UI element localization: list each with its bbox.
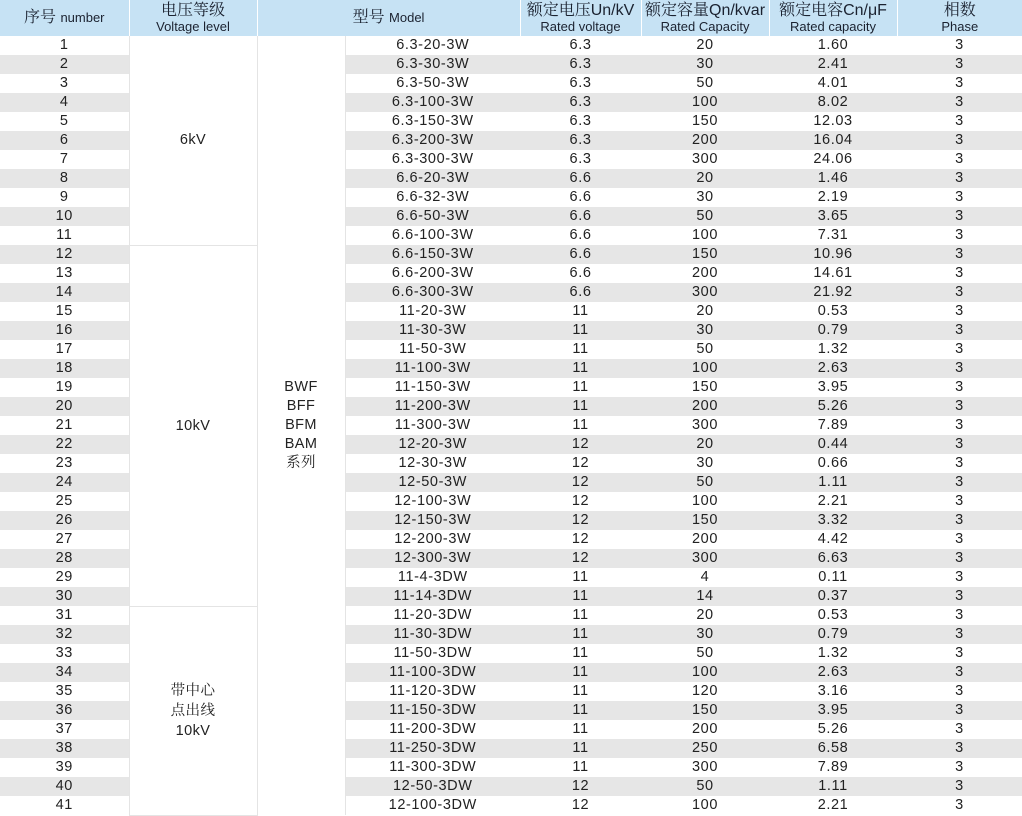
row-number: 22 bbox=[0, 435, 129, 454]
header-voltage-level-en: Voltage level bbox=[156, 18, 230, 34]
rated-voltage-cell: 12 bbox=[520, 530, 641, 549]
row-number: 24 bbox=[0, 473, 129, 492]
model-cell: 6.6-20-3W bbox=[345, 169, 520, 188]
rated-voltage-cell: 12 bbox=[520, 473, 641, 492]
model-cell: 12-50-3W bbox=[345, 473, 520, 492]
phase-cell: 3 bbox=[897, 321, 1022, 340]
header-rated-capacity-cn: 额定容量Qn/kvar bbox=[645, 1, 766, 19]
rated-voltage-cell: 12 bbox=[520, 511, 641, 530]
row-number: 36 bbox=[0, 701, 129, 720]
rated-capacitance-cell: 1.11 bbox=[769, 473, 897, 492]
model-cell: 11-50-3W bbox=[345, 340, 520, 359]
header-rated-capacitance bbox=[769, 0, 897, 36]
row-number: 5 bbox=[0, 112, 129, 131]
rated-capacitance-cell: 1.11 bbox=[769, 777, 897, 796]
rated-capacitance-cell: 0.53 bbox=[769, 606, 897, 625]
rated-voltage-cell: 12 bbox=[520, 796, 641, 815]
rated-capacity-cell: 50 bbox=[641, 644, 769, 663]
row-number: 37 bbox=[0, 720, 129, 739]
phase-cell: 3 bbox=[897, 701, 1022, 720]
rated-voltage-cell: 11 bbox=[520, 416, 641, 435]
rated-voltage-cell: 11 bbox=[520, 701, 641, 720]
row-number: 4 bbox=[0, 93, 129, 112]
rated-voltage-cell: 12 bbox=[520, 492, 641, 511]
rated-capacitance-cell: 3.95 bbox=[769, 378, 897, 397]
model-cell: 12-100-3DW bbox=[345, 796, 520, 815]
rated-capacity-cell: 100 bbox=[641, 226, 769, 245]
row-number: 35 bbox=[0, 682, 129, 701]
rated-voltage-cell: 6.3 bbox=[520, 93, 641, 112]
phase-cell: 3 bbox=[897, 169, 1022, 188]
rated-capacity-cell: 50 bbox=[641, 473, 769, 492]
phase-cell: 3 bbox=[897, 359, 1022, 378]
phase-cell: 3 bbox=[897, 416, 1022, 435]
rated-capacitance-cell: 4.42 bbox=[769, 530, 897, 549]
rated-capacity-cell: 14 bbox=[641, 587, 769, 606]
row-number: 39 bbox=[0, 758, 129, 777]
table-body bbox=[0, 36, 1022, 815]
header-number-en: number bbox=[60, 9, 105, 25]
phase-cell: 3 bbox=[897, 644, 1022, 663]
rated-capacitance-cell: 14.61 bbox=[769, 264, 897, 283]
rated-voltage-cell: 12 bbox=[520, 777, 641, 796]
rated-voltage-cell: 12 bbox=[520, 454, 641, 473]
rated-voltage-cell: 6.6 bbox=[520, 169, 641, 188]
phase-cell: 3 bbox=[897, 245, 1022, 264]
header-phase-cn: 相数 bbox=[943, 1, 976, 19]
row-number: 6 bbox=[0, 131, 129, 150]
model-series-cell bbox=[257, 36, 345, 815]
phase-cell: 3 bbox=[897, 112, 1022, 131]
model-cell: 6.6-200-3W bbox=[345, 264, 520, 283]
rated-capacity-cell: 200 bbox=[641, 720, 769, 739]
model-cell: 12-30-3W bbox=[345, 454, 520, 473]
rated-capacity-cell: 100 bbox=[641, 93, 769, 112]
voltage-level-text: 10kV bbox=[175, 417, 211, 434]
rated-capacitance-cell: 8.02 bbox=[769, 93, 897, 112]
rated-capacitance-cell: 2.21 bbox=[769, 796, 897, 815]
rated-capacitance-cell: 1.32 bbox=[769, 340, 897, 359]
voltage-level-cell bbox=[129, 36, 257, 245]
phase-cell: 3 bbox=[897, 435, 1022, 454]
model-cell: 6.6-150-3W bbox=[345, 245, 520, 264]
rated-capacity-cell: 100 bbox=[641, 492, 769, 511]
row-number: 8 bbox=[0, 169, 129, 188]
model-cell: 6.3-20-3W bbox=[345, 36, 520, 55]
table-row bbox=[0, 606, 1022, 625]
model-cell: 11-200-3W bbox=[345, 397, 520, 416]
header-voltage-level-cn: 电压等级 bbox=[160, 1, 225, 19]
rated-capacity-cell: 20 bbox=[641, 435, 769, 454]
table-row bbox=[0, 36, 1022, 55]
model-cell: 6.3-50-3W bbox=[345, 74, 520, 93]
rated-voltage-cell: 11 bbox=[520, 568, 641, 587]
phase-cell: 3 bbox=[897, 207, 1022, 226]
rated-capacitance-cell: 3.32 bbox=[769, 511, 897, 530]
voltage-level-text: 带中心 bbox=[170, 682, 216, 699]
rated-capacitance-cell: 21.92 bbox=[769, 283, 897, 302]
model-cell: 12-50-3DW bbox=[345, 777, 520, 796]
rated-voltage-cell: 6.3 bbox=[520, 131, 641, 150]
rated-voltage-cell: 6.6 bbox=[520, 264, 641, 283]
row-number: 38 bbox=[0, 739, 129, 758]
phase-cell: 3 bbox=[897, 796, 1022, 815]
rated-capacity-cell: 200 bbox=[641, 131, 769, 150]
model-series-text: BFF bbox=[286, 398, 316, 414]
phase-cell: 3 bbox=[897, 758, 1022, 777]
model-cell: 11-300-3W bbox=[345, 416, 520, 435]
rated-capacitance-cell: 3.65 bbox=[769, 207, 897, 226]
rated-capacity-cell: 4 bbox=[641, 568, 769, 587]
row-number: 33 bbox=[0, 644, 129, 663]
rated-voltage-cell: 6.6 bbox=[520, 188, 641, 207]
rated-capacitance-cell: 5.26 bbox=[769, 397, 897, 416]
model-series-text: 系列 bbox=[286, 455, 316, 471]
rated-capacitance-cell: 16.04 bbox=[769, 131, 897, 150]
rated-capacity-cell: 20 bbox=[641, 606, 769, 625]
phase-cell: 3 bbox=[897, 74, 1022, 93]
phase-cell: 3 bbox=[897, 397, 1022, 416]
rated-capacity-cell: 300 bbox=[641, 150, 769, 169]
rated-capacity-cell: 200 bbox=[641, 264, 769, 283]
rated-capacity-cell: 300 bbox=[641, 283, 769, 302]
rated-capacitance-cell: 2.63 bbox=[769, 359, 897, 378]
rated-voltage-cell: 11 bbox=[520, 739, 641, 758]
phase-cell: 3 bbox=[897, 606, 1022, 625]
row-number: 21 bbox=[0, 416, 129, 435]
rated-capacity-cell: 100 bbox=[641, 359, 769, 378]
phase-cell: 3 bbox=[897, 264, 1022, 283]
rated-capacity-cell: 30 bbox=[641, 188, 769, 207]
rated-capacitance-cell: 0.66 bbox=[769, 454, 897, 473]
phase-cell: 3 bbox=[897, 283, 1022, 302]
rated-capacitance-cell: 7.31 bbox=[769, 226, 897, 245]
rated-capacity-cell: 100 bbox=[641, 796, 769, 815]
phase-cell: 3 bbox=[897, 473, 1022, 492]
header-voltage-level bbox=[129, 0, 257, 36]
rated-voltage-cell: 6.3 bbox=[520, 36, 641, 55]
rated-capacitance-cell: 0.79 bbox=[769, 625, 897, 644]
phase-cell: 3 bbox=[897, 492, 1022, 511]
model-cell: 6.3-150-3W bbox=[345, 112, 520, 131]
phase-cell: 3 bbox=[897, 530, 1022, 549]
row-number: 17 bbox=[0, 340, 129, 359]
row-number: 23 bbox=[0, 454, 129, 473]
row-number: 32 bbox=[0, 625, 129, 644]
rated-capacity-cell: 100 bbox=[641, 663, 769, 682]
phase-cell: 3 bbox=[897, 587, 1022, 606]
header-number bbox=[0, 0, 129, 36]
phase-cell: 3 bbox=[897, 720, 1022, 739]
row-number: 25 bbox=[0, 492, 129, 511]
rated-voltage-cell: 6.6 bbox=[520, 226, 641, 245]
rated-capacity-cell: 30 bbox=[641, 55, 769, 74]
row-number: 27 bbox=[0, 530, 129, 549]
row-number: 11 bbox=[0, 226, 129, 245]
row-number: 9 bbox=[0, 188, 129, 207]
row-number: 12 bbox=[0, 245, 129, 264]
model-cell: 11-20-3W bbox=[345, 302, 520, 321]
header-number-cn: 序号 bbox=[23, 8, 56, 26]
model-cell: 11-14-3DW bbox=[345, 587, 520, 606]
rated-capacity-cell: 50 bbox=[641, 777, 769, 796]
model-cell: 11-200-3DW bbox=[345, 720, 520, 739]
model-cell: 12-150-3W bbox=[345, 511, 520, 530]
model-cell: 12-20-3W bbox=[345, 435, 520, 454]
model-cell: 12-300-3W bbox=[345, 549, 520, 568]
rated-capacitance-cell: 3.16 bbox=[769, 682, 897, 701]
model-cell: 6.6-32-3W bbox=[345, 188, 520, 207]
rated-voltage-cell: 6.3 bbox=[520, 55, 641, 74]
model-cell: 11-120-3DW bbox=[345, 682, 520, 701]
rated-capacity-cell: 150 bbox=[641, 245, 769, 264]
voltage-level-cell bbox=[129, 245, 257, 606]
model-cell: 6.3-200-3W bbox=[345, 131, 520, 150]
phase-cell: 3 bbox=[897, 340, 1022, 359]
rated-capacity-cell: 50 bbox=[641, 207, 769, 226]
rated-capacity-cell: 50 bbox=[641, 340, 769, 359]
row-number: 1 bbox=[0, 36, 129, 55]
model-cell: 12-200-3W bbox=[345, 530, 520, 549]
rated-voltage-cell: 11 bbox=[520, 625, 641, 644]
model-cell: 6.6-100-3W bbox=[345, 226, 520, 245]
row-number: 19 bbox=[0, 378, 129, 397]
rated-capacitance-cell: 0.44 bbox=[769, 435, 897, 454]
row-number: 18 bbox=[0, 359, 129, 378]
phase-cell: 3 bbox=[897, 188, 1022, 207]
voltage-level-text: 点出线 bbox=[170, 702, 216, 719]
model-cell: 11-150-3W bbox=[345, 378, 520, 397]
phase-cell: 3 bbox=[897, 625, 1022, 644]
rated-voltage-cell: 11 bbox=[520, 302, 641, 321]
rated-capacitance-cell: 6.63 bbox=[769, 549, 897, 568]
row-number: 7 bbox=[0, 150, 129, 169]
rated-voltage-cell: 11 bbox=[520, 720, 641, 739]
row-number: 20 bbox=[0, 397, 129, 416]
model-cell: 6.6-300-3W bbox=[345, 283, 520, 302]
rated-capacitance-cell: 7.89 bbox=[769, 758, 897, 777]
phase-cell: 3 bbox=[897, 150, 1022, 169]
rated-capacitance-cell: 2.63 bbox=[769, 663, 897, 682]
model-cell: 11-50-3DW bbox=[345, 644, 520, 663]
row-number: 16 bbox=[0, 321, 129, 340]
rated-capacity-cell: 300 bbox=[641, 758, 769, 777]
rated-voltage-cell: 12 bbox=[520, 435, 641, 454]
model-cell: 6.6-50-3W bbox=[345, 207, 520, 226]
phase-cell: 3 bbox=[897, 511, 1022, 530]
row-number: 41 bbox=[0, 796, 129, 815]
phase-cell: 3 bbox=[897, 568, 1022, 587]
rated-capacitance-cell: 1.32 bbox=[769, 644, 897, 663]
phase-cell: 3 bbox=[897, 549, 1022, 568]
header-model-cn: 型号 bbox=[352, 8, 385, 26]
row-number: 28 bbox=[0, 549, 129, 568]
phase-cell: 3 bbox=[897, 378, 1022, 397]
model-cell: 6.3-30-3W bbox=[345, 55, 520, 74]
rated-voltage-cell: 11 bbox=[520, 587, 641, 606]
header-phase bbox=[897, 0, 1022, 36]
rated-voltage-cell: 11 bbox=[520, 359, 641, 378]
header-rated-voltage bbox=[520, 0, 641, 36]
phase-cell: 3 bbox=[897, 739, 1022, 758]
rated-capacitance-cell: 2.21 bbox=[769, 492, 897, 511]
rated-capacitance-cell: 0.53 bbox=[769, 302, 897, 321]
rated-voltage-cell: 11 bbox=[520, 606, 641, 625]
rated-capacity-cell: 30 bbox=[641, 321, 769, 340]
rated-voltage-cell: 6.6 bbox=[520, 283, 641, 302]
model-cell: 11-4-3DW bbox=[345, 568, 520, 587]
phase-cell: 3 bbox=[897, 36, 1022, 55]
phase-cell: 3 bbox=[897, 93, 1022, 112]
rated-capacitance-cell: 2.41 bbox=[769, 55, 897, 74]
model-cell: 11-30-3DW bbox=[345, 625, 520, 644]
rated-capacity-cell: 200 bbox=[641, 530, 769, 549]
rated-capacity-cell: 20 bbox=[641, 36, 769, 55]
header-rated-capacity bbox=[641, 0, 769, 36]
rated-capacity-cell: 300 bbox=[641, 549, 769, 568]
model-cell: 11-150-3DW bbox=[345, 701, 520, 720]
header-row bbox=[0, 0, 1022, 36]
rated-voltage-cell: 11 bbox=[520, 340, 641, 359]
rated-voltage-cell: 11 bbox=[520, 663, 641, 682]
rated-voltage-cell: 6.6 bbox=[520, 245, 641, 264]
rated-capacitance-cell: 1.46 bbox=[769, 169, 897, 188]
rated-capacity-cell: 150 bbox=[641, 112, 769, 131]
rated-capacitance-cell: 0.11 bbox=[769, 568, 897, 587]
model-cell: 11-250-3DW bbox=[345, 739, 520, 758]
rated-capacitance-cell: 10.96 bbox=[769, 245, 897, 264]
rated-voltage-cell: 6.3 bbox=[520, 150, 641, 169]
model-cell: 6.3-300-3W bbox=[345, 150, 520, 169]
header-rated-voltage-cn: 额定电压Un/kV bbox=[526, 1, 635, 19]
rated-voltage-cell: 6.6 bbox=[520, 207, 641, 226]
model-cell: 11-30-3W bbox=[345, 321, 520, 340]
table-row bbox=[0, 245, 1022, 264]
header-rated-voltage-en: Rated voltage bbox=[540, 18, 621, 34]
rated-capacity-cell: 30 bbox=[641, 625, 769, 644]
row-number: 15 bbox=[0, 302, 129, 321]
model-cell: 11-20-3DW bbox=[345, 606, 520, 625]
rated-capacitance-cell: 12.03 bbox=[769, 112, 897, 131]
model-cell: 11-100-3W bbox=[345, 359, 520, 378]
rated-capacity-cell: 250 bbox=[641, 739, 769, 758]
rated-capacitance-cell: 0.79 bbox=[769, 321, 897, 340]
model-cell: 6.3-100-3W bbox=[345, 93, 520, 112]
rated-capacitance-cell: 5.26 bbox=[769, 720, 897, 739]
row-number: 2 bbox=[0, 55, 129, 74]
rated-capacity-cell: 20 bbox=[641, 302, 769, 321]
rated-voltage-cell: 12 bbox=[520, 549, 641, 568]
rated-capacitance-cell: 6.58 bbox=[769, 739, 897, 758]
rated-voltage-cell: 11 bbox=[520, 644, 641, 663]
rated-capacitance-cell: 1.60 bbox=[769, 36, 897, 55]
phase-cell: 3 bbox=[897, 55, 1022, 74]
rated-capacitance-cell: 4.01 bbox=[769, 74, 897, 93]
header-phase-en: Phase bbox=[941, 18, 979, 34]
rated-voltage-cell: 6.3 bbox=[520, 112, 641, 131]
row-number: 13 bbox=[0, 264, 129, 283]
rated-voltage-cell: 6.3 bbox=[520, 74, 641, 93]
rated-capacity-cell: 30 bbox=[641, 454, 769, 473]
voltage-level-text: 6kV bbox=[179, 132, 207, 149]
rated-capacity-cell: 150 bbox=[641, 378, 769, 397]
phase-cell: 3 bbox=[897, 663, 1022, 682]
row-number: 26 bbox=[0, 511, 129, 530]
header-model-en: Model bbox=[389, 9, 425, 25]
row-number: 3 bbox=[0, 74, 129, 93]
header-rated-capacitance-en: Rated capacity bbox=[790, 18, 877, 34]
phase-cell: 3 bbox=[897, 682, 1022, 701]
rated-voltage-cell: 11 bbox=[520, 682, 641, 701]
rated-capacity-cell: 200 bbox=[641, 397, 769, 416]
header-rated-capacity-en: Rated Capacity bbox=[660, 18, 750, 34]
rated-capacity-cell: 50 bbox=[641, 74, 769, 93]
row-number: 34 bbox=[0, 663, 129, 682]
row-number: 14 bbox=[0, 283, 129, 302]
header-rated-capacitance-cn: 额定电容Cn/μF bbox=[779, 1, 887, 19]
row-number: 10 bbox=[0, 207, 129, 226]
row-number: 31 bbox=[0, 606, 129, 625]
rated-capacity-cell: 120 bbox=[641, 682, 769, 701]
voltage-level-cell bbox=[129, 606, 257, 815]
phase-cell: 3 bbox=[897, 302, 1022, 321]
phase-cell: 3 bbox=[897, 777, 1022, 796]
row-number: 30 bbox=[0, 587, 129, 606]
rated-capacitance-cell: 2.19 bbox=[769, 188, 897, 207]
rated-capacity-cell: 150 bbox=[641, 511, 769, 530]
model-cell: 11-300-3DW bbox=[345, 758, 520, 777]
rated-capacity-cell: 300 bbox=[641, 416, 769, 435]
rated-capacity-cell: 20 bbox=[641, 169, 769, 188]
rated-voltage-cell: 11 bbox=[520, 397, 641, 416]
phase-cell: 3 bbox=[897, 454, 1022, 473]
model-cell: 12-100-3W bbox=[345, 492, 520, 511]
rated-voltage-cell: 11 bbox=[520, 321, 641, 340]
model-series-text: BAM bbox=[284, 436, 318, 452]
rated-capacitance-cell: 24.06 bbox=[769, 150, 897, 169]
model-series-text: BFM bbox=[285, 417, 317, 433]
model-series-text: BWF bbox=[284, 379, 318, 395]
header-model bbox=[257, 0, 520, 36]
rated-capacity-cell: 150 bbox=[641, 701, 769, 720]
rated-voltage-cell: 11 bbox=[520, 758, 641, 777]
rated-capacitance-cell: 3.95 bbox=[769, 701, 897, 720]
rated-capacitance-cell: 7.89 bbox=[769, 416, 897, 435]
rated-voltage-cell: 11 bbox=[520, 378, 641, 397]
row-number: 29 bbox=[0, 568, 129, 587]
voltage-level-text: 10kV bbox=[175, 722, 211, 739]
phase-cell: 3 bbox=[897, 131, 1022, 150]
row-number: 40 bbox=[0, 777, 129, 796]
phase-cell: 3 bbox=[897, 226, 1022, 245]
model-cell: 11-100-3DW bbox=[345, 663, 520, 682]
rated-capacitance-cell: 0.37 bbox=[769, 587, 897, 606]
